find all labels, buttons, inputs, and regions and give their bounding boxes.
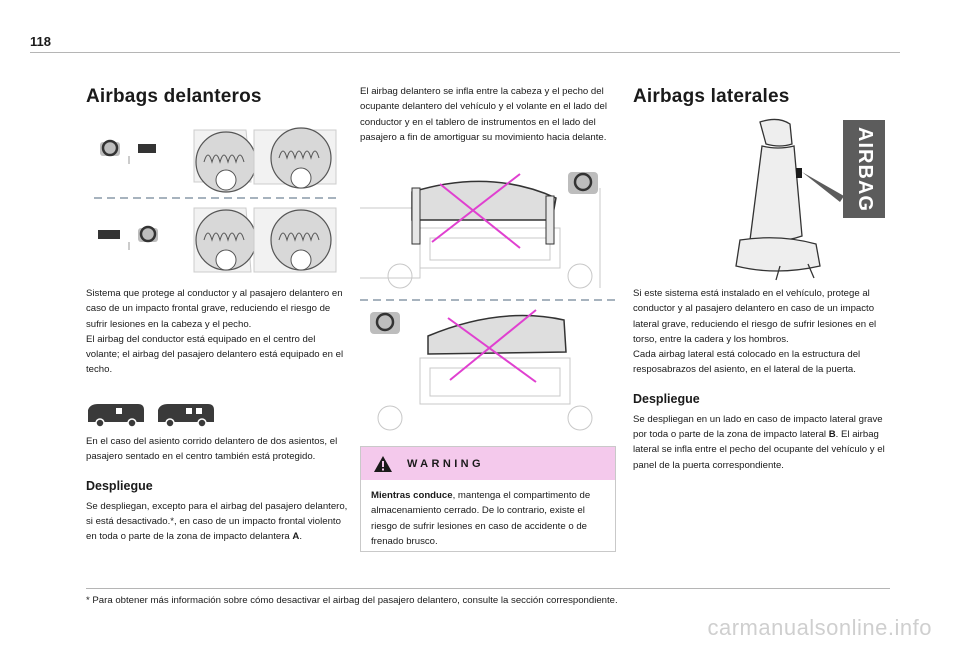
airbag-tab: AIRBAG	[843, 120, 885, 218]
van-icon	[88, 404, 144, 427]
steering-wheel-icon	[100, 141, 156, 164]
column-side-airbags	[633, 80, 895, 108]
dashboard-bottom	[378, 358, 592, 430]
airbag-bottom	[428, 316, 566, 354]
warning-triangle-icon	[373, 455, 393, 473]
steering-wheel-icon	[568, 172, 598, 194]
column-front-airbag-inflation	[360, 84, 616, 145]
column-side-airbags-text	[633, 286, 895, 473]
front-airbag-description: Sistema que protege al conductor y al pasajero delantero en caso de un impacto frontal grave, reduciendo el riesgo de sufrir lesiones en la cabeza y el pecho.	[86, 288, 343, 330]
front-deployment-text: Se despliegan, excepto para el airbag del pasajero delantero, si está desactivado.*, en caso de un impacto frontal violento en toda o parte de la zona de impacto delantera A.	[86, 500, 348, 543]
front-airbag-location: El airbag del conductor está equipado en el centro del volante; el airbag del pasajero delantero está equipado en el techo.	[86, 333, 344, 376]
van-icon	[158, 404, 214, 427]
footnote: * Para obtener más información sobre cómo desactivar el airbag del pasajero delantero, consulte la sección correspondiente.	[86, 595, 618, 606]
warning-box	[360, 446, 616, 552]
seat-illustration	[720, 116, 850, 284]
column-front-airbags-text2	[86, 434, 348, 544]
watermark: carmanualsonline.info	[707, 615, 932, 640]
airbag-head-top-left	[194, 130, 256, 192]
side-airbag-location: Cada airbag lateral está colocado en la estructura del resposabrazos del asiento, en el lateral de la puerta.	[633, 349, 861, 376]
top-divider	[30, 52, 900, 53]
side-airbag-description: Si este sistema está instalado en el vehículo, protege al conductor y al pasajero delantero en caso de un impacto lateral grave, reduciendo el riesgo de sufrir lesiones en el torso, entre la cadera y los hombros.	[633, 288, 877, 345]
dashboard-icon	[98, 227, 158, 250]
steering-wheel-icon	[370, 312, 400, 334]
page-number: 118	[30, 34, 51, 49]
front-airbag-illustration	[86, 112, 348, 282]
inflation-description: El airbag delantero se infla entre la cabeza y el pecho del ocupante delantero del vehículo y el volante en el lado del conductor y en el tablero de instrumentos en el lado del pasajero a fin de amortiguar su movimiento hacia delante.	[360, 86, 607, 143]
side-deployment-text: Se despliegan en un lado en caso de impacto lateral grave por toda o parte de la zona de impacto lateral B. El airbag lateral se infla entre el pecho del ocupante del vehículo y el panel de la puerta correspondiente.	[633, 413, 885, 471]
section-title-side-airbags: Airbags laterales	[633, 86, 790, 107]
footnote-divider	[86, 588, 890, 589]
section-title-front-airbags: Airbags delanteros	[86, 86, 262, 107]
airbag-head-bottom-right	[254, 208, 336, 272]
column-front-airbags	[86, 80, 348, 108]
column-front-airbags-text	[86, 286, 348, 378]
seat-icon	[736, 119, 820, 280]
airbag-head-top-right	[254, 128, 336, 188]
warning-title: WARNING	[407, 457, 484, 470]
bench-seat-note: En el caso del asiento corrido delantero de dos asientos, el pasajero sentado en el centro también está protegido.	[86, 436, 338, 463]
warning-header	[361, 447, 615, 480]
dashboard-illustration	[360, 168, 616, 438]
van-icons	[86, 400, 226, 428]
subtitle-deployment-front: Despliegue	[86, 478, 153, 493]
warning-text: Mientras conduce, mantenga el compartimento de almacenamiento cerrado. De lo contrario, existe el riesgo de sufrir lesiones en caso de accidente o de frenado brusco.	[371, 490, 591, 547]
subtitle-deployment-side: Despliegue	[633, 391, 700, 406]
airbag-head-bottom-left	[194, 208, 256, 272]
